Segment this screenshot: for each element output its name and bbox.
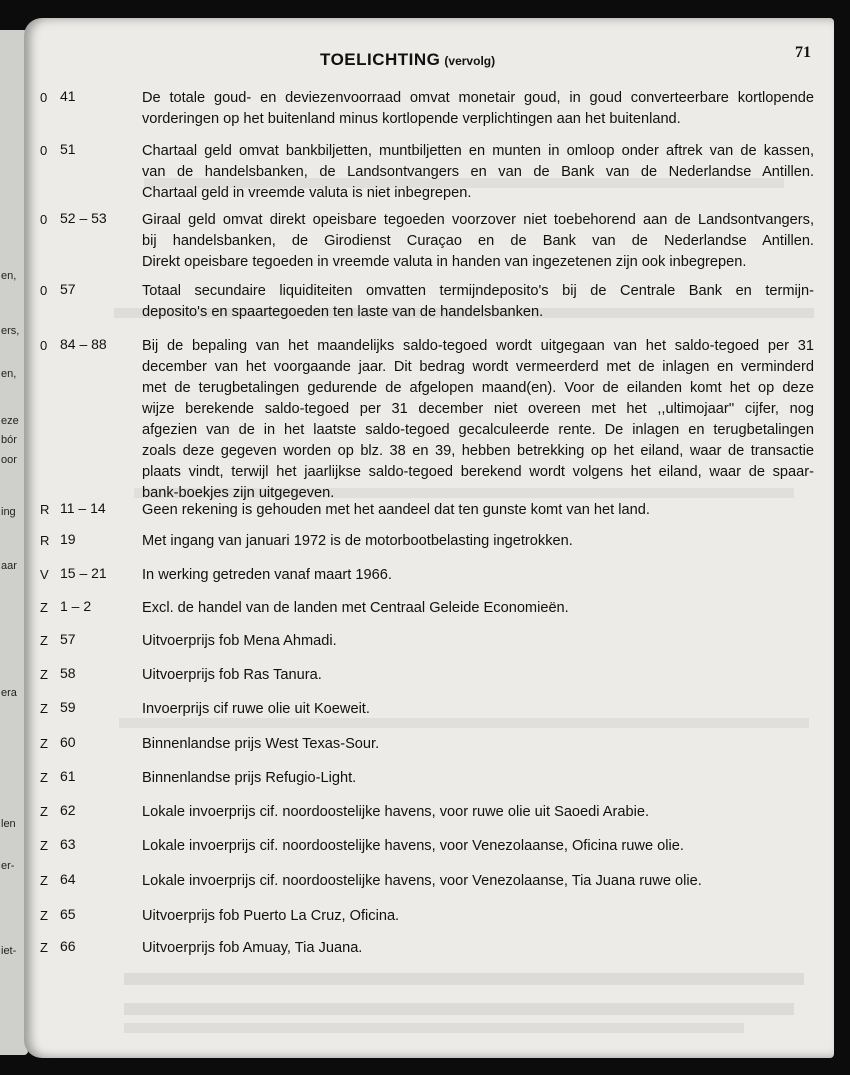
column-range: 41 xyxy=(60,88,76,104)
column-range: 51 xyxy=(60,141,76,157)
page-title xyxy=(320,50,495,70)
column-range: 61 xyxy=(60,768,76,784)
note-text-line: Geen rekening is gehouden met het aandeel dat ten gunste komt van het land. xyxy=(142,502,650,518)
note-text-line: Totaal secundaire liquiditeiten omvatten termijndeposito's bij de Centrale Bank en termijn- xyxy=(142,283,814,299)
column-range: 64 xyxy=(60,871,76,887)
column-range: 57 xyxy=(60,281,76,297)
note-text xyxy=(142,938,362,959)
note-text-line: deposito's en spaartegoeden ten laste van de handelsbanken. xyxy=(142,304,544,320)
note-text xyxy=(142,631,337,652)
note-text-line: bij handelsbanken, de Girodienst Curaçao en de Bank van de Nederlandse Antillen. xyxy=(142,233,814,249)
note-text xyxy=(142,734,379,755)
column-range: 65 xyxy=(60,906,76,922)
note-text-line: Binnenlandse prijs West Texas-Sour. xyxy=(142,736,380,752)
adjacent-page-fragment: oor xyxy=(1,454,17,466)
adjacent-page-fragment: ers, xyxy=(1,325,20,337)
note-text-line: vorderingen op het buitenland minus kortlopende verplichtingen aan het buitenland. xyxy=(142,111,681,127)
column-tag: Z xyxy=(40,633,48,648)
note-text-line: december van het voorgaande jaar. Dit bedrag wordt vermeerderd met de inlagen en verminderd xyxy=(142,359,814,375)
note-text-line: Chartaal geld omvat bankbiljetten, muntbiljetten en munten in omloop onder aftrek van de kassen, xyxy=(142,143,814,159)
note-text xyxy=(142,699,370,720)
page-subtitle: (vervolg) xyxy=(444,54,496,68)
note-text xyxy=(142,802,649,823)
note-text-line: Uitvoerprijs fob Ras Tanura. xyxy=(142,667,322,683)
adjacent-page-fragment: bór xyxy=(1,434,17,446)
note-text-line: Uitvoerprijs fob Mena Ahmadi. xyxy=(142,633,337,649)
note-text-line: Uitvoerprijs fob Puerto La Cruz, Oficina. xyxy=(142,908,400,924)
note-text-line: bank-boekjes zijn uitgegeven. xyxy=(142,485,335,501)
note-text xyxy=(142,598,569,619)
column-tag: Z xyxy=(40,838,48,853)
column-tag: Z xyxy=(40,701,48,716)
column-range: 57 xyxy=(60,631,76,647)
note-text xyxy=(142,336,814,504)
column-range: 84 – 88 xyxy=(60,336,107,352)
column-tag: Z xyxy=(40,804,48,819)
note-text xyxy=(142,768,356,789)
adjacent-page-fragment: era xyxy=(1,687,17,699)
adjacent-page-fragment: er- xyxy=(1,860,15,872)
column-tag: 0 xyxy=(40,143,48,158)
note-text xyxy=(142,565,392,586)
column-tag: Z xyxy=(40,873,48,888)
note-text xyxy=(142,836,684,857)
note-text xyxy=(142,141,814,204)
column-range: 19 xyxy=(60,531,76,547)
page-title-text: TOELICHTING xyxy=(320,50,441,69)
adjacent-page-fragment: en, xyxy=(1,368,17,380)
column-range: 62 xyxy=(60,802,76,818)
note-text-line: plaats vindt, terwijl het jaarlijkse saldo-tegoed berekend wordt volgens het eiland, waar de spaar- xyxy=(142,464,814,480)
column-tag: 0 xyxy=(40,90,48,105)
column-tag: R xyxy=(40,502,50,517)
note-text xyxy=(142,500,650,521)
note-text-line: Lokale invoerprijs cif. noordoostelijke havens, voor Venezolaanse, Tia Juana ruwe olie. xyxy=(142,873,702,889)
page-number: 71 xyxy=(795,44,811,61)
column-tag: Z xyxy=(40,770,48,785)
column-tag: Z xyxy=(40,940,48,955)
note-text-line: Direkt opeisbare tegoeden in vreemde valuta in handen van ingezetenen zijn ook inbegrepen. xyxy=(142,254,747,270)
column-tag: 0 xyxy=(40,283,48,298)
note-text-line: Chartaal geld in vreemde valuta is niet inbegrepen. xyxy=(142,185,472,201)
note-text-line: Uitvoerprijs fob Amuay, Tia Juana. xyxy=(142,940,363,956)
note-text-line: wijze berekende saldo-tegoed per 31 december niet overeen met het ,,ultimojaar'' cijfer, nog xyxy=(142,401,814,417)
note-text-line: Giraal geld omvat direkt opeisbare tegoeden voorzover niet toebehorend aan de Landsontvangers, xyxy=(142,212,814,228)
note-text xyxy=(142,88,814,130)
column-range: 58 xyxy=(60,665,76,681)
note-text-line: Lokale invoerprijs cif. noordoostelijke havens, voor Venezolaanse, Oficina ruwe olie. xyxy=(142,838,684,854)
column-tag: V xyxy=(40,567,49,582)
adjacent-page-fragment: ing xyxy=(1,506,16,518)
column-tag: 0 xyxy=(40,212,48,227)
note-text-line: Met ingang van januari 1972 is de motorbootbelasting ingetrokken. xyxy=(142,533,573,549)
note-text-line: Binnenlandse prijs Refugio-Light. xyxy=(142,770,357,786)
note-text-line: Invoerprijs cif ruwe olie uit Koeweit. xyxy=(142,701,370,717)
column-range: 59 xyxy=(60,699,76,715)
column-range: 66 xyxy=(60,938,76,954)
note-text-line: De totale goud- en deviezenvoorraad omvat monetair goud, in goud converteerbare kortlopende xyxy=(142,90,814,106)
column-range: 60 xyxy=(60,734,76,750)
column-tag: Z xyxy=(40,908,48,923)
note-text xyxy=(142,281,814,323)
note-text-line: Lokale invoerprijs cif. noordoostelijke havens, voor ruwe olie uit Saoedi Arabie. xyxy=(142,804,650,820)
column-range: 52 – 53 xyxy=(60,210,107,226)
note-text-line: In werking getreden vanaf maart 1966. xyxy=(142,567,392,583)
adjacent-page-fragment: aar xyxy=(1,560,17,572)
adjacent-page-fragment: iet- xyxy=(1,945,17,957)
column-tag: 0 xyxy=(40,338,48,353)
note-text-line: van de handelsbanken, de Landsontvangers en van de Bank van de Nederlandse Antillen. xyxy=(142,164,814,180)
column-tag: Z xyxy=(40,736,48,751)
column-tag: Z xyxy=(40,600,48,615)
adjacent-page-fragment: eze xyxy=(1,415,19,427)
note-text-line: Excl. de handel van de landen met Centraal Geleide Economieën. xyxy=(142,600,569,616)
note-text xyxy=(142,531,573,552)
note-text-line: Bij de bepaling van het maandelijks saldo-tegoed wordt uitgegaan van het saldo-tegoed per 31 xyxy=(142,338,814,354)
column-range: 11 – 14 xyxy=(60,500,106,516)
note-text xyxy=(142,665,322,686)
note-text-line: met de terugbetalingen gedurende de afgelopen maand(en). Voor de eilanden komt het op deze xyxy=(142,380,814,396)
column-range: 1 – 2 xyxy=(60,598,92,614)
column-tag: Z xyxy=(40,667,48,682)
document-page xyxy=(24,18,834,1058)
note-text xyxy=(142,871,702,892)
column-tag: R xyxy=(40,533,50,548)
note-text-line: zoals deze gegeven worden op blz. 38 en 39, hebben betrekking op het eiland, waar de transactie xyxy=(142,443,814,459)
adjacent-page-fragment: len xyxy=(1,818,16,830)
note-text-line: afgezien van de in het laatste saldo-tegoed gecalculeerde rente. De inlagen en terugbetalingen xyxy=(142,422,814,438)
note-text xyxy=(142,906,399,927)
column-range: 15 – 21 xyxy=(60,565,107,581)
adjacent-page-fragment: en, xyxy=(1,270,17,282)
note-text xyxy=(142,210,814,273)
column-range: 63 xyxy=(60,836,76,852)
